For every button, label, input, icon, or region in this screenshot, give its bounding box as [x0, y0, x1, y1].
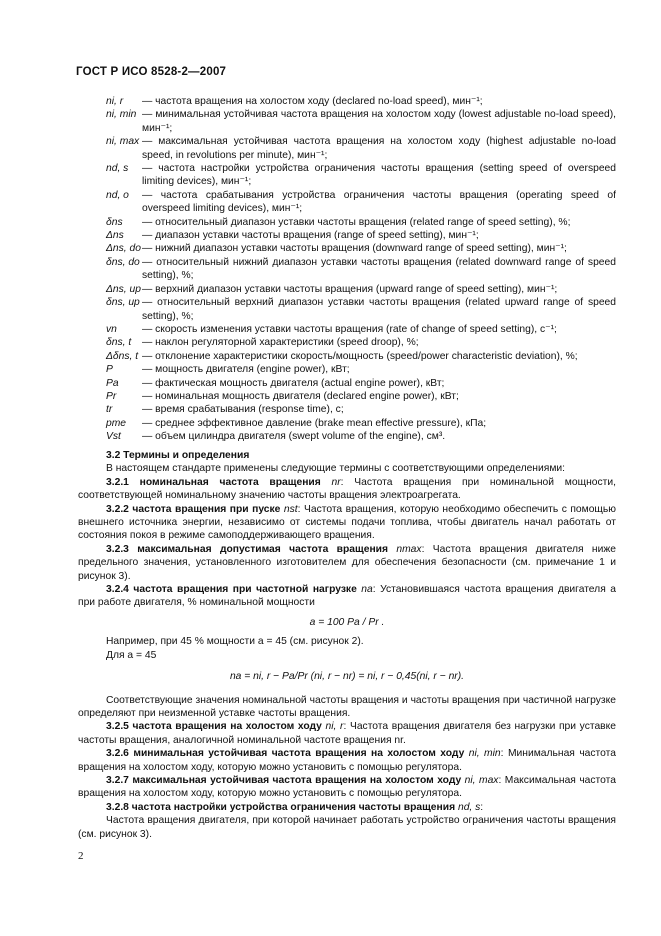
symbol-name: δns, t [106, 337, 132, 349]
symbol-definition [78, 108, 616, 135]
section-intro: В настоящем стандарте применены следующие термины с соответствующими определениями: [106, 463, 566, 475]
symbols-list [78, 95, 616, 444]
symbol-name: vn [106, 323, 117, 335]
symbol-name: nd, s [106, 163, 129, 175]
symbol-description: — частота срабатывания устройства ограничения частоты вращения (operating speed of overspeed limiting devices), мин⁻¹; [142, 189, 616, 215]
symbol-description: — отклонение характеристики скорость/мощность (speed/power characteristic deviation), %; [142, 350, 578, 362]
symbol-name: Δns, up [106, 283, 141, 295]
term-3-2-7: 3.2.7 максимальная устойчивая частота вращения на холостом ходу ni, max: Максимальная частота вращения на холостом ходу, которую можно установить с помощью регулятора. [78, 774, 616, 800]
section-heading: 3.2 Термины и определения [106, 450, 250, 461]
symbol-description: — относительный диапазон уставки частоты вращения (related range of speed setting), %; [142, 216, 571, 228]
symbol-name: Pr [106, 390, 117, 402]
symbol-definition [78, 162, 616, 189]
term-3-2-8-definition: Частота вращения двигателя, при которой начинает работать устройство ограничения частоты вращения (см. рисунок 3). [78, 815, 616, 840]
symbol-name: Vst [106, 431, 121, 443]
term-3-2-8: 3.2.8 частота настройки устройства ограничения частоты вращения nd, s: [106, 801, 484, 813]
symbol-definition [78, 296, 616, 323]
term-3-2-5: 3.2.5 частота вращения на холостом ходу ni, r: Частота вращения двигателя без нагрузки при уставке частоты вращения, аналогичной номинальной частоте вращения nr. [78, 721, 616, 746]
symbol-definition [78, 283, 616, 296]
symbol-definition [78, 95, 616, 108]
symbol-name: Δns, do [106, 243, 141, 255]
formula-na: na = ni, r − Pa/Pr (ni, r − nr) = ni, r − 0,45(ni, r − nr). [229, 671, 465, 683]
term-3-2-3: 3.2.3 максимальная допустимая частота вращения nmax: Частота вращения двигателя ниже предельного значения, установленного изготовителем для обеспечения безопасности (см. примечание 1 и рисунок 3). [78, 543, 616, 582]
symbol-description: — мощность двигателя (engine power), кВт; [142, 364, 350, 376]
symbol-name: Pa [106, 377, 119, 389]
term-3-2-1: 3.2.1 номинальная частота вращения nr: Частота вращения при номинальной мощности, соответствующей номинальному значению частоты вращения электроагрегата. [78, 476, 616, 502]
symbol-definition [78, 390, 616, 403]
symbol-description: — частота вращения на холостом ходу (declared no-load speed), мин⁻¹; [142, 96, 483, 107]
term-3-2-6: 3.2.6 минимальная устойчивая частота вращения на холостом ходу ni, min: Минимальная частота вращения на холостом ходу, которую можно установить с помощью регулятора. [78, 748, 616, 773]
after-formula-text: Соответствующие значения номинальной частоты вращения и частоты вращения при частичной нагрузке определяют при неизменной уставке частоты вращения. [78, 694, 616, 719]
symbol-definition [78, 229, 616, 242]
symbol-definition [78, 256, 616, 283]
symbol-description: — нижний диапазон уставки частоты вращения (downward range of speed setting), мин⁻¹; [142, 243, 567, 255]
symbol-description: — минимальная устойчивая частота вращения на холостом ходу (lowest adjustable no-load speed), мин⁻¹; [142, 109, 616, 134]
symbol-name: nd, o [106, 189, 129, 201]
symbol-name: δns [106, 216, 123, 228]
formula-a: a = 100 Pa / Pr . [309, 616, 385, 628]
symbol-description: — наклон регуляторной характеристики (speed droop), %; [142, 337, 419, 349]
example-text: Например, при 45 % мощности a = 45 (см. рисунок 2). [106, 636, 364, 648]
symbol-name: ni, min [106, 109, 137, 121]
document-header: ГОСТ Р ИСО 8528-2—2007 [76, 66, 227, 78]
symbol-description: — фактическая мощность двигателя (actual engine power), кВт; [142, 377, 445, 389]
terms-section [78, 449, 616, 841]
symbol-description: — относительный нижний диапазон уставки частоты вращения (related downward range of speed setting), %; [142, 256, 616, 282]
symbol-definition [78, 417, 616, 430]
symbol-definition [78, 363, 616, 376]
symbol-definition [78, 189, 616, 216]
symbol-name: ni, r [106, 96, 124, 107]
symbol-definition [78, 377, 616, 390]
symbol-definition [78, 135, 616, 162]
for-a-text: Для a = 45 [106, 649, 157, 661]
symbol-description: — объем цилиндра двигателя (swept volume of the engine), см³. [142, 431, 446, 443]
symbol-description: — диапазон уставки частоты вращения (range of speed setting), мин⁻¹; [142, 230, 479, 242]
symbol-description: — время срабатывания (response time), с; [142, 404, 344, 416]
symbol-name: Δns [106, 230, 124, 242]
term-3-2-2: 3.2.2 частота вращения при пуске nst: Частота вращения, которую необходимо обеспечить с помощью внешнего источника энергии, независимо от системы подачи топлива, чтобы двигатель начал работать от состояния покоя в режиме самоподдерживающего вращения. [78, 503, 616, 542]
symbol-description: — частота настройки устройства ограничения частоты вращения (setting speed of overspeed limiting devices), мин⁻¹; [142, 163, 616, 188]
symbol-description: — скорость изменения уставки частоты вращения (rate of change of speed setting), с⁻¹; [142, 323, 557, 335]
symbol-definition [78, 403, 616, 416]
symbol-description: — относительный верхний диапазон уставки частоты вращения (related upward range of speed setting), %; [142, 297, 616, 322]
symbol-description: — верхний диапазон уставки частоты вращения (upward range of speed setting), мин⁻¹; [142, 283, 558, 295]
symbol-description: — максимальная устойчивая частота вращения на холостом ходу (highest adjustable no-load speed, in revolutions per minute), мин⁻¹; [142, 136, 616, 161]
term-3-2-4: 3.2.4 частота вращения при частотной нагрузке na: Установившаяся частота вращения двигателя a при работе двигателя, % номинальной мощности [78, 584, 616, 609]
symbol-name: pme [106, 417, 127, 429]
symbol-description: — среднее эффективное давление (brake mean effective pressure), кПа; [142, 417, 487, 429]
symbol-definition [78, 336, 616, 349]
symbol-definition [78, 430, 616, 443]
symbol-definition [78, 242, 616, 255]
symbol-name: δns, up [106, 297, 140, 309]
symbol-description: — номинальная мощность двигателя (declared engine power), кВт; [142, 390, 459, 402]
symbol-name: ni, max [106, 136, 140, 148]
symbol-definition [78, 350, 616, 363]
symbol-name: δns, do [106, 256, 140, 268]
symbol-name: P [106, 364, 113, 376]
symbol-name: Δδns, t [106, 350, 139, 362]
symbol-definition [78, 216, 616, 229]
symbol-name: tr [106, 404, 113, 416]
page-number: 2 [78, 850, 84, 862]
symbol-definition [78, 323, 616, 336]
